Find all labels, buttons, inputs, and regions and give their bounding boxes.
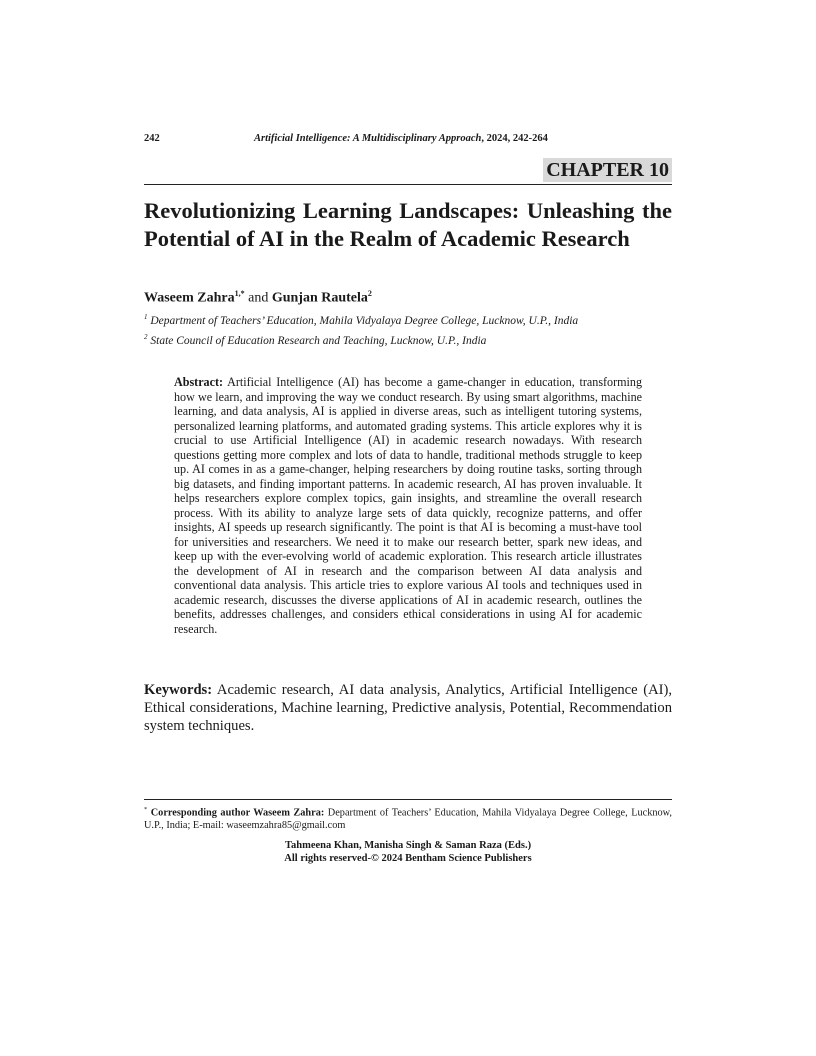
running-header bbox=[144, 133, 672, 149]
editors-line: Tahmeena Khan, Manisha Singh & Saman Raza (Eds.) bbox=[284, 840, 532, 851]
footnote bbox=[144, 804, 672, 832]
affiliation-1 bbox=[144, 313, 578, 327]
affiliation-1-text: Department of Teachers’ Education, Mahila Vidyalaya Degree College, Lucknow, U.P., India bbox=[147, 314, 579, 327]
footnote-text: Department of Teachers’ Education, Mahila Vidyalaya Degree College, Lucknow, U.P., India; E-mail: waseemzahra85@gmail.com bbox=[144, 807, 672, 831]
author-2-marker: 2 bbox=[367, 289, 372, 298]
author-1: Waseem Zahra bbox=[144, 290, 235, 306]
affiliation-2-text: State Council of Education Research and Teaching, Lucknow, U.P., India bbox=[147, 334, 487, 347]
abstract bbox=[174, 375, 642, 636]
footnote-label: Corresponding author Waseem Zahra: bbox=[147, 807, 325, 819]
rights-line: All rights reserved-© 2024 Bentham Science Publishers bbox=[284, 853, 532, 864]
footnote-marker: * bbox=[144, 806, 148, 813]
chapter-heading-bar bbox=[144, 158, 672, 185]
journal-title: Artificial Intelligence: A Multidisciplinary Approach bbox=[254, 133, 482, 144]
keywords-label: Keywords: bbox=[144, 682, 213, 698]
journal-details: , 2024, 242-264 bbox=[481, 133, 548, 144]
affiliation-2-marker: 2 bbox=[144, 333, 148, 341]
page-number: 242 bbox=[144, 133, 160, 144]
affiliation-1-marker: 1 bbox=[144, 313, 148, 321]
abstract-label: Abstract: bbox=[174, 375, 224, 389]
author-2: Gunjan Rautela bbox=[271, 290, 368, 306]
abstract-text: Artificial Intelligence (AI) has become a game-changer in education, transforming how we learn, and improving the way we conduct research. By using smart algorithms, machine learning, and data analysis, AI is applied in diverse areas, such as intelligent tutoring systems, personalized learning platforms, and automated grading systems. This article explores why it is crucial to use Artificial Intelligence (AI) in academic research nowadays. With research questions getting more complex and lots of data to handle, traditional methods struggle to keep up. AI comes in as a game-changer, helping researchers by doing routine tasks, sorting through big datasets, and finding important patterns. In academic research, AI has proven invaluable. It helps researchers explore complex topics, gain insights, and streamline the overall research process. With its ability to analyze large sets of data quickly, recognize patterns, and offer insights, AI speeds up research significantly. The point is that AI is becoming a must-have tool for universities and researchers. We need it to make our research better, spark new ideas, and keep up with the ever-evolving world of academic exploration. This research article illustrates the development of AI in research and the comparison between AI data analysis and conventional data analysis. This article tries to explore various AI tools and techniques used in academic research, discusses the diverse applications of AI in academic research, outlines the benefits, addresses challenges, and considers ethical considerations in using AI for academic research. bbox=[174, 375, 642, 636]
keywords bbox=[144, 681, 672, 735]
publisher-block bbox=[144, 839, 672, 865]
author-line bbox=[144, 289, 372, 307]
author-1-marker: 1,* bbox=[234, 289, 245, 298]
chapter-label: CHAPTER 10 bbox=[543, 158, 672, 182]
keywords-text: Academic research, AI data analysis, Analytics, Artificial Intelligence (AI), Ethical considerations, Machine learning, Predictive analysis, Potential, Recommendation system techniques. bbox=[144, 682, 672, 734]
journal-citation bbox=[254, 133, 548, 144]
paper-title: Revolutionizing Learning Landscapes: Unleashing the Potential of AI in the Realm of Academic Research bbox=[144, 198, 672, 251]
affiliation-2 bbox=[144, 333, 486, 347]
author-connector: and bbox=[244, 290, 272, 306]
footnote-divider bbox=[144, 799, 672, 800]
